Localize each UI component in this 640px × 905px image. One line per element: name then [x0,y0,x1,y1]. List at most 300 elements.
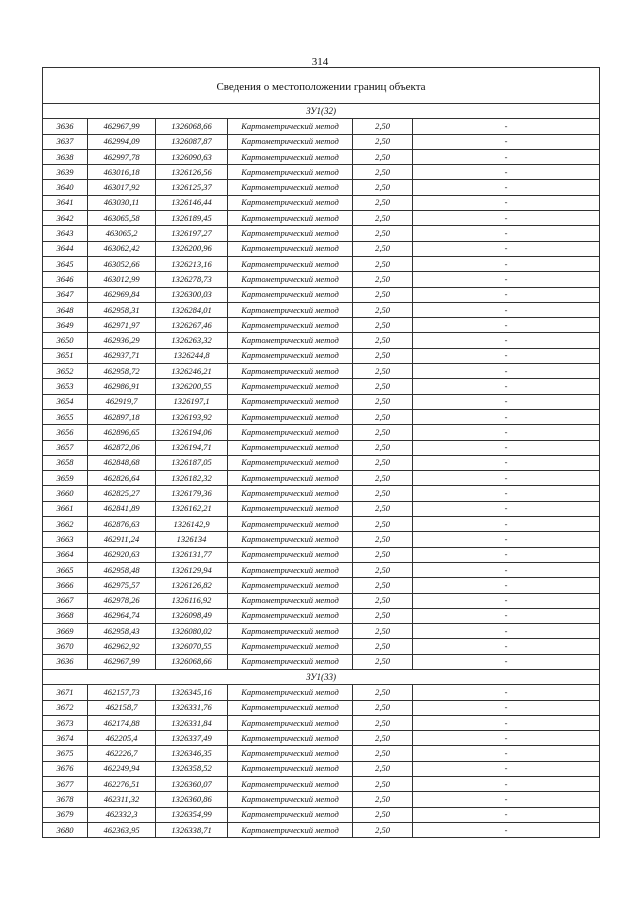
description-cell: - [413,211,600,226]
x-coordinate-cell: 462157,73 [88,685,156,700]
x-coordinate-cell: 462958,72 [88,364,156,379]
description-cell: - [413,807,600,822]
method-cell: Картометрический метод [228,119,353,134]
table-row [43,195,600,210]
y-coordinate-cell: 1326354,99 [156,807,228,822]
description-cell: - [413,165,600,180]
method-cell: Картометрический метод [228,700,353,715]
y-coordinate-cell: 1326068,66 [156,654,228,669]
table-row [43,318,600,333]
y-coordinate-cell: 1326346,35 [156,746,228,761]
description-cell: - [413,562,600,577]
x-coordinate-cell: 463065,58 [88,211,156,226]
x-coordinate-cell: 462919,7 [88,394,156,409]
y-coordinate-cell: 1326187,05 [156,455,228,470]
point-number-cell: 3670 [43,639,88,654]
method-cell: Картометрический метод [228,532,353,547]
description-cell: - [413,348,600,363]
x-coordinate-cell: 462158,7 [88,700,156,715]
y-coordinate-cell: 1326197,27 [156,226,228,241]
accuracy-cell: 2,50 [353,364,413,379]
accuracy-cell: 2,50 [353,287,413,302]
table-row [43,608,600,623]
accuracy-cell: 2,50 [353,455,413,470]
y-coordinate-cell: 1326126,82 [156,578,228,593]
method-cell: Картометрический метод [228,425,353,440]
y-coordinate-cell: 1326142,9 [156,517,228,532]
accuracy-cell: 2,50 [353,578,413,593]
description-cell: - [413,715,600,730]
table-row [43,364,600,379]
point-number-cell: 3654 [43,394,88,409]
method-cell: Картометрический метод [228,593,353,608]
accuracy-cell: 2,50 [353,807,413,822]
point-number-cell: 3651 [43,348,88,363]
accuracy-cell: 2,50 [353,532,413,547]
x-coordinate-cell: 462958,48 [88,562,156,577]
y-coordinate-cell: 1326197,1 [156,394,228,409]
table-row [43,517,600,532]
method-cell: Картометрический метод [228,302,353,317]
y-coordinate-cell: 1326126,56 [156,165,228,180]
table-row [43,165,600,180]
point-number-cell: 3675 [43,746,88,761]
method-cell: Картометрический метод [228,624,353,639]
table-row [43,333,600,348]
table-row [43,547,600,562]
x-coordinate-cell: 462825,27 [88,486,156,501]
description-cell: - [413,624,600,639]
point-number-cell: 3679 [43,807,88,822]
x-coordinate-cell: 462897,18 [88,409,156,424]
y-coordinate-cell: 1326360,86 [156,792,228,807]
accuracy-cell: 2,50 [353,777,413,792]
table-row [43,761,600,776]
description-cell: - [413,333,600,348]
method-cell: Картометрический метод [228,501,353,516]
point-number-cell: 3636 [43,119,88,134]
point-number-cell: 3659 [43,471,88,486]
table-row [43,715,600,730]
table-row [43,562,600,577]
x-coordinate-cell: 463016,18 [88,165,156,180]
x-coordinate-cell: 462994,09 [88,134,156,149]
table-title: Сведения о местоположении границ объекта [43,68,600,104]
point-number-cell: 3643 [43,226,88,241]
accuracy-cell: 2,50 [353,272,413,287]
point-number-cell: 3662 [43,517,88,532]
accuracy-cell: 2,50 [353,149,413,164]
method-cell: Картометрический метод [228,134,353,149]
table-row [43,455,600,470]
y-coordinate-cell: 1326331,84 [156,715,228,730]
description-cell: - [413,149,600,164]
boundary-table [42,67,600,838]
table-row [43,807,600,822]
point-number-cell: 3672 [43,700,88,715]
accuracy-cell: 2,50 [353,792,413,807]
description-cell: - [413,455,600,470]
description-cell: - [413,532,600,547]
table-row [43,532,600,547]
y-coordinate-cell: 1326087,87 [156,134,228,149]
description-cell: - [413,134,600,149]
table-row [43,700,600,715]
accuracy-cell: 2,50 [353,700,413,715]
x-coordinate-cell: 462174,88 [88,715,156,730]
description-cell: - [413,394,600,409]
method-cell: Картометрический метод [228,394,353,409]
table-row [43,379,600,394]
description-cell: - [413,256,600,271]
point-number-cell: 3676 [43,761,88,776]
y-coordinate-cell: 1326278,73 [156,272,228,287]
description-cell: - [413,731,600,746]
description-cell: - [413,777,600,792]
description-cell: - [413,180,600,195]
point-number-cell: 3667 [43,593,88,608]
accuracy-cell: 2,50 [353,119,413,134]
x-coordinate-cell: 463065,2 [88,226,156,241]
table-row [43,685,600,700]
y-coordinate-cell: 1326267,46 [156,318,228,333]
x-coordinate-cell: 462872,06 [88,440,156,455]
x-coordinate-cell: 463017,92 [88,180,156,195]
accuracy-cell: 2,50 [353,195,413,210]
x-coordinate-cell: 462967,99 [88,119,156,134]
accuracy-cell: 2,50 [353,746,413,761]
method-cell: Картометрический метод [228,547,353,562]
description-cell: - [413,409,600,424]
accuracy-cell: 2,50 [353,486,413,501]
x-coordinate-cell: 462896,65 [88,425,156,440]
x-coordinate-cell: 462967,99 [88,654,156,669]
y-coordinate-cell: 1326098,49 [156,608,228,623]
y-coordinate-cell: 1326134 [156,532,228,547]
y-coordinate-cell: 1326284,01 [156,302,228,317]
y-coordinate-cell: 1326090,63 [156,149,228,164]
description-cell: - [413,287,600,302]
method-cell: Картометрический метод [228,241,353,256]
accuracy-cell: 2,50 [353,348,413,363]
y-coordinate-cell: 1326200,96 [156,241,228,256]
point-number-cell: 3652 [43,364,88,379]
point-number-cell: 3648 [43,302,88,317]
accuracy-cell: 2,50 [353,318,413,333]
point-number-cell: 3658 [43,455,88,470]
point-number-cell: 3639 [43,165,88,180]
accuracy-cell: 2,50 [353,624,413,639]
point-number-cell: 3677 [43,777,88,792]
point-number-cell: 3657 [43,440,88,455]
accuracy-cell: 2,50 [353,517,413,532]
point-number-cell: 3650 [43,333,88,348]
method-cell: Картометрический метод [228,807,353,822]
method-cell: Картометрический метод [228,777,353,792]
x-coordinate-cell: 462876,63 [88,517,156,532]
x-coordinate-cell: 462997,78 [88,149,156,164]
table-row [43,777,600,792]
description-cell: - [413,501,600,516]
description-cell: - [413,486,600,501]
method-cell: Картометрический метод [228,165,353,180]
x-coordinate-cell: 462276,51 [88,777,156,792]
x-coordinate-cell: 462969,84 [88,287,156,302]
x-coordinate-cell: 462363,95 [88,822,156,837]
method-cell: Картометрический метод [228,608,353,623]
table-row [43,822,600,837]
point-number-cell: 3669 [43,624,88,639]
point-number-cell: 3680 [43,822,88,837]
description-cell: - [413,302,600,317]
accuracy-cell: 2,50 [353,501,413,516]
description-cell: - [413,578,600,593]
table-row [43,471,600,486]
point-number-cell: 3664 [43,547,88,562]
table-row [43,593,600,608]
method-cell: Картометрический метод [228,822,353,837]
x-coordinate-cell: 462841,89 [88,501,156,516]
method-cell: Картометрический метод [228,256,353,271]
table-row [43,302,600,317]
method-cell: Картометрический метод [228,180,353,195]
x-coordinate-cell: 462311,32 [88,792,156,807]
description-cell: - [413,471,600,486]
point-number-cell: 3649 [43,318,88,333]
table-row [43,792,600,807]
x-coordinate-cell: 462226,7 [88,746,156,761]
description-cell: - [413,685,600,700]
table-row [43,256,600,271]
point-number-cell: 3660 [43,486,88,501]
table-row [43,425,600,440]
description-cell: - [413,761,600,776]
table-row [43,731,600,746]
description-cell: - [413,822,600,837]
y-coordinate-cell: 1326331,76 [156,700,228,715]
y-coordinate-cell: 1326070,55 [156,639,228,654]
method-cell: Картометрический метод [228,364,353,379]
accuracy-cell: 2,50 [353,715,413,730]
point-number-cell: 3666 [43,578,88,593]
description-cell: - [413,318,600,333]
table-row [43,440,600,455]
description-cell: - [413,364,600,379]
y-coordinate-cell: 1326068,66 [156,119,228,134]
accuracy-cell: 2,50 [353,822,413,837]
section-header-row [43,669,600,684]
table-row [43,746,600,761]
y-coordinate-cell: 1326263,32 [156,333,228,348]
x-coordinate-cell: 462911,24 [88,532,156,547]
point-number-cell: 3678 [43,792,88,807]
table-row [43,409,600,424]
section-header-row [43,104,600,119]
table-row [43,180,600,195]
point-number-cell: 3642 [43,211,88,226]
accuracy-cell: 2,50 [353,409,413,424]
accuracy-cell: 2,50 [353,608,413,623]
description-cell: - [413,272,600,287]
x-coordinate-cell: 462249,94 [88,761,156,776]
x-coordinate-cell: 463012,99 [88,272,156,287]
method-cell: Картометрический метод [228,715,353,730]
y-coordinate-cell: 1326200,55 [156,379,228,394]
y-coordinate-cell: 1326182,32 [156,471,228,486]
y-coordinate-cell: 1326125,37 [156,180,228,195]
accuracy-cell: 2,50 [353,593,413,608]
table-title-row [43,68,600,104]
y-coordinate-cell: 1326129,94 [156,562,228,577]
accuracy-cell: 2,50 [353,731,413,746]
description-cell: - [413,608,600,623]
table-row [43,287,600,302]
method-cell: Картометрический метод [228,562,353,577]
y-coordinate-cell: 1326193,92 [156,409,228,424]
accuracy-cell: 2,50 [353,425,413,440]
table-row [43,348,600,363]
point-number-cell: 3655 [43,409,88,424]
method-cell: Картометрический метод [228,272,353,287]
y-coordinate-cell: 1326300,03 [156,287,228,302]
accuracy-cell: 2,50 [353,226,413,241]
x-coordinate-cell: 463052,66 [88,256,156,271]
point-number-cell: 3640 [43,180,88,195]
method-cell: Картометрический метод [228,792,353,807]
y-coordinate-cell: 1326194,06 [156,425,228,440]
accuracy-cell: 2,50 [353,394,413,409]
accuracy-cell: 2,50 [353,654,413,669]
y-coordinate-cell: 1326080,02 [156,624,228,639]
method-cell: Картометрический метод [228,333,353,348]
y-coordinate-cell: 1326345,16 [156,685,228,700]
description-cell: - [413,440,600,455]
x-coordinate-cell: 462826,64 [88,471,156,486]
method-cell: Картометрический метод [228,379,353,394]
y-coordinate-cell: 1326146,44 [156,195,228,210]
x-coordinate-cell: 462937,71 [88,348,156,363]
accuracy-cell: 2,50 [353,256,413,271]
y-coordinate-cell: 1326358,52 [156,761,228,776]
method-cell: Картометрический метод [228,348,353,363]
method-cell: Картометрический метод [228,455,353,470]
accuracy-cell: 2,50 [353,471,413,486]
method-cell: Картометрический метод [228,761,353,776]
table-row [43,119,600,134]
point-number-cell: 3644 [43,241,88,256]
section-label: ЗУ1(32) [43,104,600,119]
x-coordinate-cell: 462958,31 [88,302,156,317]
point-number-cell: 3656 [43,425,88,440]
x-coordinate-cell: 462986,91 [88,379,156,394]
method-cell: Картометрический метод [228,654,353,669]
point-number-cell: 3671 [43,685,88,700]
description-cell: - [413,593,600,608]
y-coordinate-cell: 1326360,07 [156,777,228,792]
table-row [43,486,600,501]
table-row [43,226,600,241]
table-row [43,211,600,226]
table-row [43,149,600,164]
accuracy-cell: 2,50 [353,211,413,226]
method-cell: Картометрический метод [228,746,353,761]
x-coordinate-cell: 462205,4 [88,731,156,746]
description-cell: - [413,700,600,715]
point-number-cell: 3646 [43,272,88,287]
accuracy-cell: 2,50 [353,547,413,562]
description-cell: - [413,639,600,654]
point-number-cell: 3636 [43,654,88,669]
point-number-cell: 3674 [43,731,88,746]
x-coordinate-cell: 462975,57 [88,578,156,593]
method-cell: Картометрический метод [228,685,353,700]
table-row [43,654,600,669]
method-cell: Картометрический метод [228,318,353,333]
x-coordinate-cell: 462936,29 [88,333,156,348]
point-number-cell: 3638 [43,149,88,164]
x-coordinate-cell: 462958,43 [88,624,156,639]
page-number: 314 [311,56,329,68]
method-cell: Картометрический метод [228,639,353,654]
point-number-cell: 3663 [43,532,88,547]
point-number-cell: 3665 [43,562,88,577]
accuracy-cell: 2,50 [353,379,413,394]
accuracy-cell: 2,50 [353,761,413,776]
description-cell: - [413,654,600,669]
method-cell: Картометрический метод [228,578,353,593]
description-cell: - [413,746,600,761]
table-row [43,624,600,639]
method-cell: Картометрический метод [228,409,353,424]
point-number-cell: 3641 [43,195,88,210]
method-cell: Картометрический метод [228,211,353,226]
x-coordinate-cell: 462971,97 [88,318,156,333]
accuracy-cell: 2,50 [353,302,413,317]
method-cell: Картометрический метод [228,440,353,455]
point-number-cell: 3645 [43,256,88,271]
method-cell: Картометрический метод [228,149,353,164]
y-coordinate-cell: 1326246,21 [156,364,228,379]
x-coordinate-cell: 462962,92 [88,639,156,654]
accuracy-cell: 2,50 [353,241,413,256]
x-coordinate-cell: 463062,42 [88,241,156,256]
description-cell: - [413,425,600,440]
y-coordinate-cell: 1326116,92 [156,593,228,608]
table-row [43,134,600,149]
x-coordinate-cell: 462920,63 [88,547,156,562]
y-coordinate-cell: 1326162,21 [156,501,228,516]
table-row [43,639,600,654]
method-cell: Картометрический метод [228,486,353,501]
method-cell: Картометрический метод [228,731,353,746]
description-cell: - [413,792,600,807]
y-coordinate-cell: 1326244,8 [156,348,228,363]
x-coordinate-cell: 462332,3 [88,807,156,822]
description-cell: - [413,195,600,210]
accuracy-cell: 2,50 [353,562,413,577]
accuracy-cell: 2,50 [353,165,413,180]
table-row [43,272,600,287]
accuracy-cell: 2,50 [353,685,413,700]
description-cell: - [413,119,600,134]
table-row [43,394,600,409]
y-coordinate-cell: 1326179,36 [156,486,228,501]
table-row [43,241,600,256]
description-cell: - [413,241,600,256]
accuracy-cell: 2,50 [353,180,413,195]
x-coordinate-cell: 463030,11 [88,195,156,210]
point-number-cell: 3637 [43,134,88,149]
